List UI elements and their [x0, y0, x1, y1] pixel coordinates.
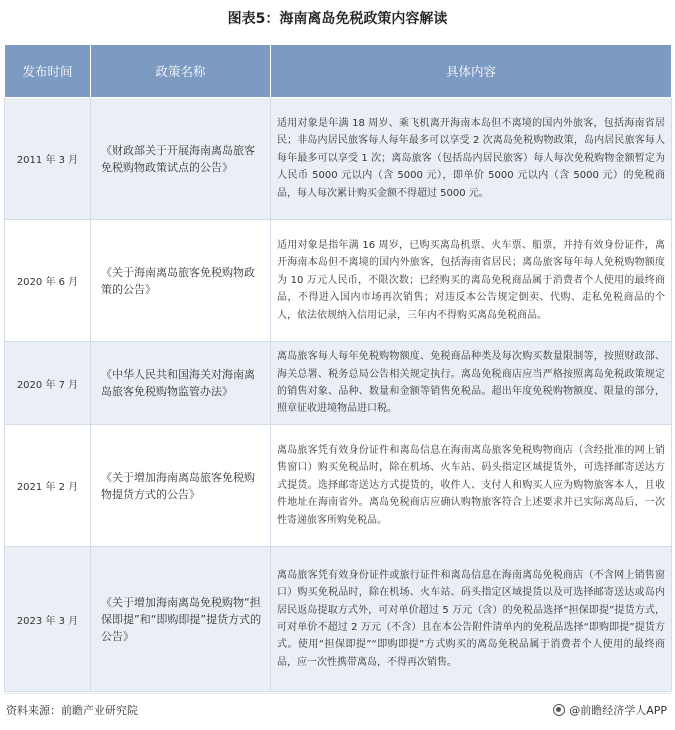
- row-content: 适用对象是指年满 16 周岁，已购买离岛机票、火车票、船票，并持有效身份证件，离开海南本岛但不离境的国内外旅客，包括海南省居民；离岛旅客每年每人免税购物额度为 10 万元人民币，不限次数；已经购买的离岛免税商品属于消费者个人使用的最终商品，不得进入国内市场再次销售；对违反本公告规定倒卖、代购、走私免税商品的个人，依法依规纳入信用记录，三年内不得购买离岛免税商品。: [271, 220, 672, 342]
- row-date: 2023 年 3 月: [5, 547, 91, 692]
- source-note: 资料来源：前瞻产业研究院: [6, 704, 138, 717]
- row-date: 2011 年 3 月: [5, 98, 91, 220]
- row-date: 2020 年 7 月: [5, 342, 91, 425]
- qianzhan-logo-icon: [553, 704, 565, 716]
- row-policy-name: 《中华人民共和国海关对海南离岛旅客免税购物监管办法》: [91, 342, 271, 425]
- brand-credit: [553, 702, 667, 718]
- policy-table: [4, 44, 672, 692]
- row-content: 离岛旅客凭有效身份证件和离岛信息在海南离岛旅客免税购物商店（含经批准的网上销售窗口）购买免税品时，除在机场、火车站、码头指定区域提货外，可选择邮寄送达方式提货。选择邮寄送达方式提货的，收件人、支付人和购买人应为购物旅客本人，且收件地址在海南省外。离岛免税商店应确认购物旅客符合上述要求并已实际离岛后，一次性寄递旅客所购免税品。: [271, 425, 672, 547]
- row-content: 适用对象是年满 18 周岁、乘飞机离开海南本岛但不离境的国内外旅客，包括海南省居民；非岛内居民旅客每人每年最多可以享受 2 次离岛免税购物政策，岛内居民旅客每人每年最多可以享受 1 次；离岛旅客（包括岛内居民旅客）每人每次免税购物金额暂定为人民币 5000 元以内（含 5000 元），即单价 5000 元以内（含 5000 元）的免税商品，每人每次累计购买金额不得超过 5000 元。: [271, 98, 672, 220]
- row-date: 2020 年 6 月: [5, 220, 91, 342]
- row-policy-name: 《财政部关于开展海南离岛旅客免税购物政策试点的公告》: [91, 98, 271, 220]
- footer-divider: [4, 693, 671, 694]
- row-policy-name: 《关于增加海南离岛旅客免税购物提货方式的公告》: [91, 425, 271, 547]
- table-row: [5, 342, 672, 425]
- row-date: 2021 年 2 月: [5, 425, 91, 547]
- row-policy-name: 《关于海南离岛旅客免税购物政策的公告》: [91, 220, 271, 342]
- table-row: [5, 220, 672, 342]
- table-row: [5, 98, 672, 220]
- header-policy-name: 政策名称: [91, 45, 271, 98]
- chart-title: 图表5：海南离岛免税政策内容解读: [227, 11, 448, 27]
- header-date: 发布时间: [5, 45, 91, 98]
- row-content: 离岛旅客凭有效身份证件或旅行证件和离岛信息在海南离岛免税商店（不含网上销售窗口）购买免税品时，除在机场、火车站、码头指定区域提货以及可选择邮寄送达或岛内居民返岛提取方式外，可对单价超过 5 万元（含）的免税品选择“担保即提”提货方式，可对单价不超过 2 万元（不含）且在本公告附件清单内的免税品选择“即购即提”提货方式。使用“担保即提”“即购即提”方式购买的离岛免税品属于消费者个人使用的最终商品，应一次性携带离岛，不得再次销售。: [271, 547, 672, 692]
- row-policy-name: 《关于增加海南离岛免税购物“担保即提”和“即购即提”提货方式的公告》: [91, 547, 271, 692]
- header-content: 具体内容: [271, 45, 672, 98]
- brand-label: @前瞻经济学人APP: [569, 704, 667, 717]
- row-content: 离岛旅客每人每年免税购物额度、免税商品种类及每次购买数量限制等，按照财政部、海关总署、税务总局公告相关规定执行。离岛免税商店应当严格按照离岛免税政策规定的销售对象、品种、数量和金额等销售免税品。超出年度免税购物额度、限量的部分，照章征收进境物品进口税。: [271, 342, 672, 425]
- table-row: [5, 425, 672, 547]
- table-row: [5, 547, 672, 692]
- table-header-row: [5, 45, 672, 98]
